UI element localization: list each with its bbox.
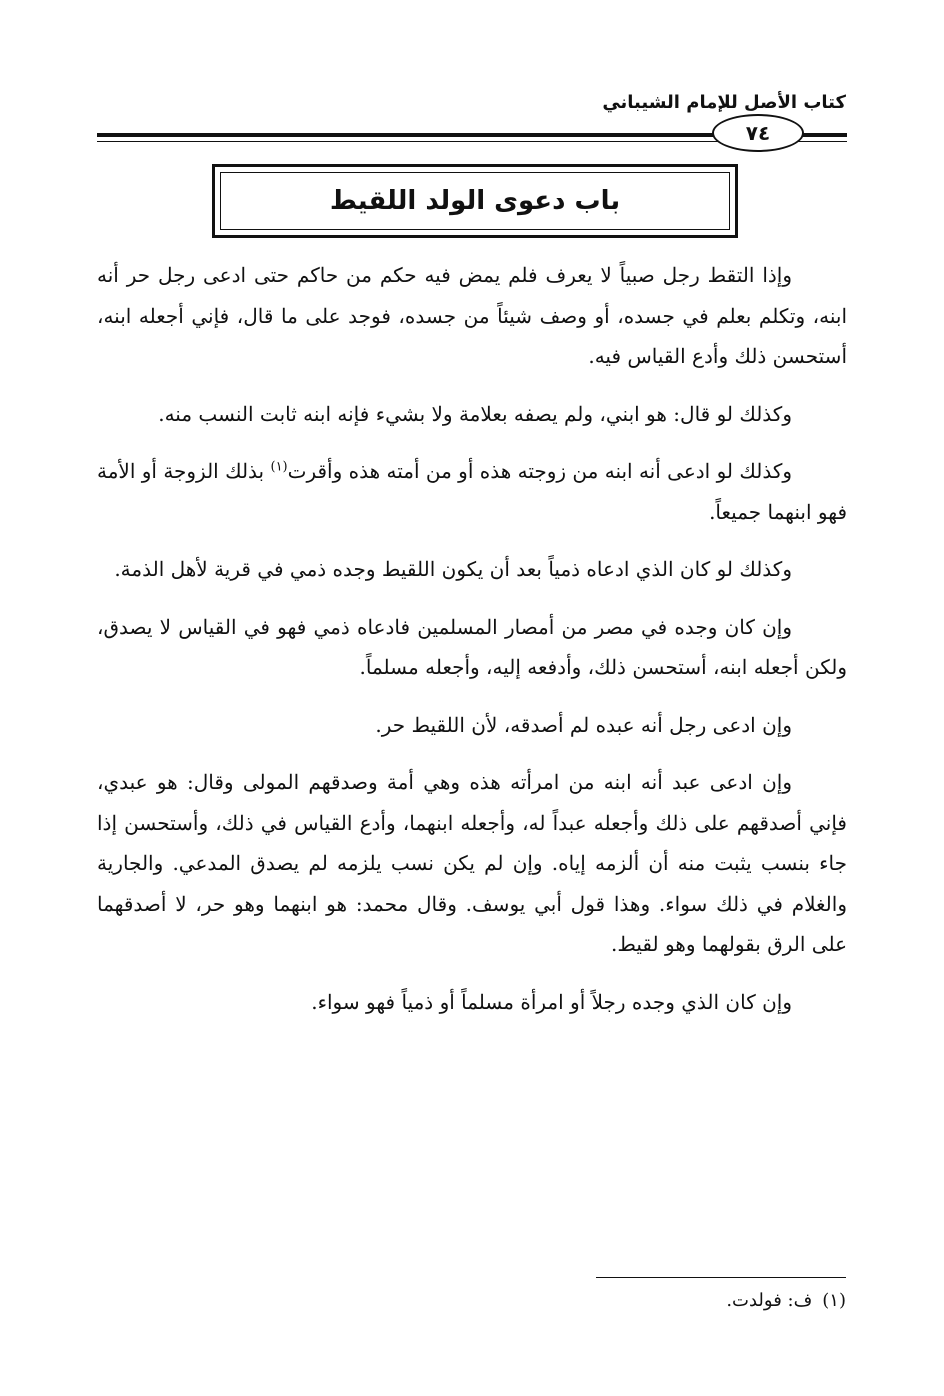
page-number: ٧٤ xyxy=(745,121,771,145)
running-title: كتاب الأصل للإمام الشيباني xyxy=(602,92,846,113)
paragraph xyxy=(97,451,847,532)
paragraph-text: وإن ادعى رجل أنه عبده لم أصدقه، لأن اللقيط حر. xyxy=(375,712,792,737)
paragraph xyxy=(97,607,847,688)
paragraph xyxy=(97,705,847,746)
body-text xyxy=(97,255,847,1039)
footnote-text: ف: فولدت. xyxy=(726,1290,813,1311)
chapter-title: باب دعوى الولد اللقيط xyxy=(329,186,621,216)
chapter-title-inner-frame xyxy=(220,172,730,230)
footnote xyxy=(446,1290,846,1311)
paragraph-text: وإذا التقط رجل صبياً لا يعرف فلم يمض فيه حكم من حاكم حتى ادعى رجل حر أنه ابنه، وتكلم بعلم في جسده، أو وصف شيئاً من جسده، فوجد على ما قال، فإني أجعله ابنه، أستحسن ذلك وأدع القياس فيه. xyxy=(97,263,847,368)
paragraph-text: وكذلك لو كان الذي ادعاه ذمياً بعد أن يكون اللقيط وجده ذمي في قرية لأهل الذمة. xyxy=(114,557,792,581)
footnote-reference: (١) xyxy=(270,459,288,475)
paragraph-text: وكذلك لو ادعى أنه ابنه من زوجته هذه أو من أمته هذه وأقرت xyxy=(287,459,792,483)
footnote-marker: (١) xyxy=(822,1290,846,1311)
paragraph xyxy=(97,394,847,435)
paragraph xyxy=(97,255,847,377)
paragraph xyxy=(97,762,847,965)
paragraph-text: وكذلك لو قال: هو ابني، ولم يصفه بعلامة ولا بشيء فإنه ابنه ثابت النسب منه. xyxy=(158,401,792,426)
paragraph-text: وإن ادعى عبد أنه ابنه من امرأته هذه وهي أمة وصدقهم المولى وقال: هو عبدي، فإني أصدقهم على ذلك وأجعله عبداً له، وأجعله ابنهما، وأدع القياس في ذلك، وأستحسن إذا جاء بنسب يثبت منه أن ألزمه إياه. وإن لم يكن نسب يلزمه لم يصدق المدعي. والجارية والغلام في ذلك سواء. وهذا قول أبي يوسف. وقال محمد: هو ابنهما وهو حر، لا أصدقهما على الرق بقولهما وهو لقيط. xyxy=(97,770,847,956)
chapter-title-frame xyxy=(212,164,738,238)
page-number-oval xyxy=(712,114,804,152)
paragraph-text: وإن كان وجده في مصر من أمصار المسلمين فادعاه ذمي فهو في القياس لا يصدق، ولكن أجعله ابنه، أستحسن ذلك، وأدفعه إليه، وأجعله مسلماً. xyxy=(97,614,847,679)
paragraph xyxy=(97,549,847,590)
footnote-separator xyxy=(596,1277,846,1278)
paragraph-text: وإن كان الذي وجده رجلاً أو امرأة مسلماً أو ذمياً فهو سواء. xyxy=(311,989,792,1014)
paragraph xyxy=(97,982,847,1023)
paragraph-text-continuation: بذلك الزوجة أو الأمة فهو ابنهما جميعاً. xyxy=(96,459,847,524)
